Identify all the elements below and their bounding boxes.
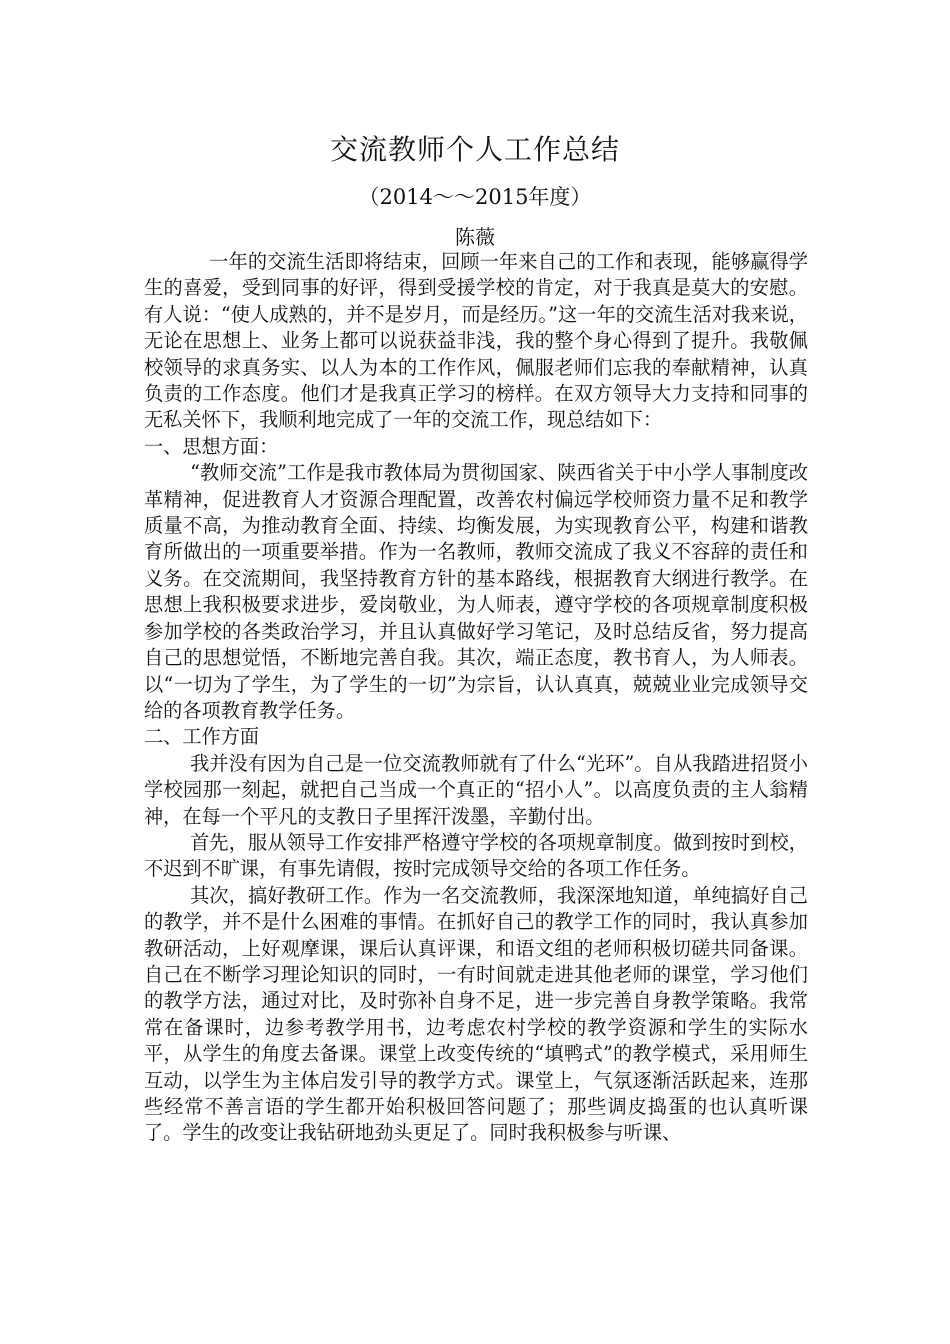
document-title: 交流教师个人工作总结: [329, 133, 620, 166]
author-name: 陈薇: [455, 225, 495, 249]
section-heading-work: 二、工作方面: [144, 725, 260, 749]
work-paragraph-2: 首先，服从领导工作安排严格遵守学校的各项规章制度。做到按时到校，不迟到不旷课，有事先请假，按时完成领导交给的各项工作任务。: [144, 830, 808, 881]
work-paragraph-3: 其次，搞好教研工作。作为一名交流教师，我深深地知道，单纯搞好自己的教学，并不是什么困难的事情。在抓好自己的教学工作的同时，我认真参加教研活动，上好观摩课，课后认真评课，和语文组的老师积极切磋共同备课。自己在不断学习理论知识的同时，一有时间就走进其他老师的课堂，学习他们的教学方法，通过对比，及时弥补自身不足，进一步完善自身教学策略。我常常在备课时，边参考教学用书，边考虑农村学校的教学资源和学生的实际水平，从学生的角度去备课。课堂上改变传统的“填鸭式”的教学模式，采用师生互动，以学生为主体启发引导的教学方式。课堂上，气氛逐渐活跃起来，连那些经常不善言语的学生都开始积极回答问题了；那些调皮捣蛋的也认真听课了。学生的改变让我钻研地劲头更足了。同时我积极参与听课、: [144, 883, 808, 1145]
document-subtitle: （2014～～2015年度）: [358, 185, 592, 209]
thought-paragraph: “教师交流”工作是我市教体局为贯彻国家、陕西省关于中小学人事制度改革精神，促进教育人才资源合理配置，改善农村偏远学校师资力量不足和教学质量不高，为推动教育全面、持续、均衡发展，为实现教育公平，构建和谐教育所做出的一项重要举措。作为一名教师，教师交流成了我义不容辞的责任和义务。在交流期间，我坚持教育方针的基本路线，根据教育大纲进行教学。在思想上我积极要求进步，爱岗敬业，为人师表，遵守学校的各项规章制度积极参加学校的各类政治学习，并且认真做好学习笔记，及时总结反省，努力提高自己的思想觉悟，不断地完善自我。其次，端正态度，教书育人，为人师表。以“一切为了学生，为了学生的一切”为宗旨，认认真真，兢兢业业完成领导交给的各项教育教学任务。: [144, 461, 808, 722]
document-body: [144, 249, 808, 1147]
section-heading-thought: 一、思想方面：: [144, 434, 279, 458]
intro-paragraph: 一年的交流生活即将结束，回顾一年来自己的工作和表现，能够赢得学生的喜爱，受到同事的好评，得到受援学校的肯定，对于我真是莫大的安慰。有人说：“使人成熟的，并不是岁月，而是经历。”这一年的交流生活对我来说，无论在思想上、业务上都可以说获益非浅，我的整个身心得到了提升。我敬佩校领导的求真务实、以人为本的工作作风，佩服老师们忘我的奉献精神，认真负责的工作态度。他们才是我真正学习的榜样。在双方领导大力支持和同事的无私关怀下，我顺利地完成了一年的交流工作，现总结如下：: [144, 250, 808, 432]
work-paragraph-1: 我并没有因为自己是一位交流教师就有了什么“光环”。自从我踏进招贤小学校园那一刻起，就把自己当成一个真正的“招小人”。以高度负责的主人翁精神，在每一个平凡的支教日子里挥汗泼墨，辛勤付出。: [144, 751, 808, 828]
